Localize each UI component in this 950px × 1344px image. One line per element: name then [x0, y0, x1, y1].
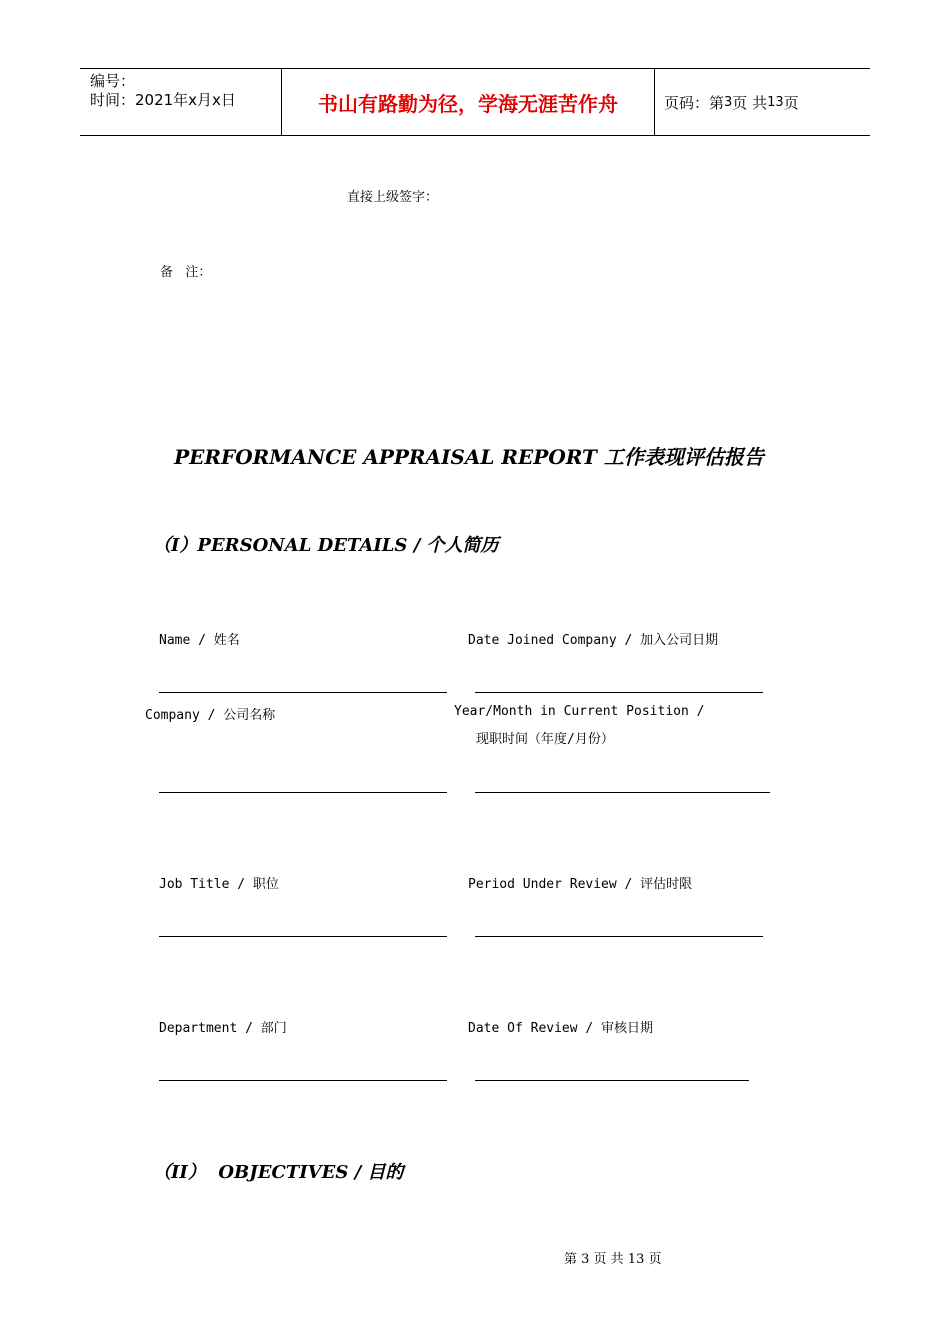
- page-suffix: 页: [783, 93, 799, 112]
- page-total: 13: [767, 94, 784, 110]
- time-label: 时间：2021年x月x日: [90, 91, 236, 109]
- year-month-field-label-cn: 现职时间（年度/月份）: [476, 732, 614, 747]
- period-field-label: Period Under Review / 评估时限: [468, 877, 693, 892]
- department-field-label: Department / 部门: [159, 1021, 287, 1036]
- company-underline: [159, 792, 447, 793]
- date-joined-field-label: Date Joined Company / 加入公司日期: [468, 633, 719, 648]
- department-underline: [159, 1080, 447, 1081]
- page-header: [80, 68, 870, 136]
- year-month-field-label: Year/Month in Current Position /: [454, 704, 705, 719]
- section-personal-details-heading: （I）PERSONAL DETAILS / 个人简历: [153, 535, 499, 556]
- section-objectives-heading: （II） OBJECTIVES / 目的: [153, 1162, 404, 1183]
- date-review-underline: [475, 1080, 749, 1081]
- supervisor-signature-label: 直接上级签字：: [347, 190, 439, 205]
- name-underline: [159, 692, 447, 693]
- header-page-number: [664, 69, 799, 135]
- page-footer: 第 3 页 共 13 页: [564, 1252, 662, 1267]
- report-title: PERFORMANCE APPRAISAL REPORT 工作表现评估报告: [174, 445, 764, 469]
- job-title-underline: [159, 936, 447, 937]
- year-month-underline: [475, 792, 770, 793]
- date-review-field-label: Date Of Review / 审核日期: [468, 1021, 654, 1036]
- header-motto: 书山有路勤为径，学海无涯苦作舟: [318, 91, 618, 116]
- name-field-label: Name / 姓名: [159, 633, 240, 648]
- date-joined-underline: [475, 692, 763, 693]
- page-label: 页码：第: [664, 93, 725, 112]
- page-mid: 页 共: [732, 93, 768, 112]
- header-meta: [90, 72, 236, 110]
- period-underline: [475, 936, 763, 937]
- job-title-field-label: Job Title / 职位: [159, 877, 279, 892]
- doc-number-label: 编号：: [90, 72, 136, 90]
- page-current: 3: [724, 94, 733, 110]
- remarks-label: 备 注：: [160, 265, 212, 280]
- company-field-label: Company / 公司名称: [145, 708, 276, 723]
